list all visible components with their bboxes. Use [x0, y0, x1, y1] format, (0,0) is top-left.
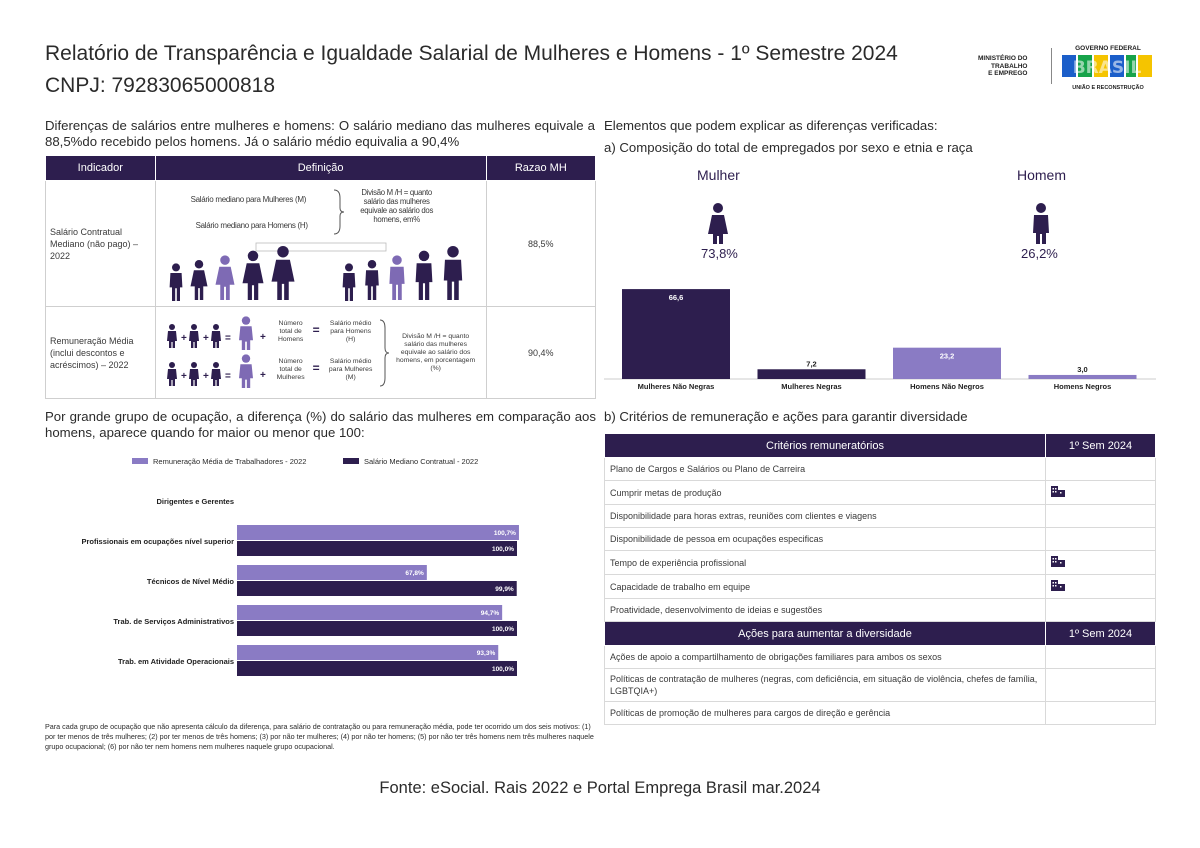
bar-label: 3,0 [1077, 364, 1088, 374]
indicator-cell: Salário Contratual Mediano (não pago) – 2022 [46, 181, 156, 307]
women-label: Mulher [697, 167, 740, 183]
brace-icon [332, 188, 346, 236]
ministry-logo [978, 55, 1027, 78]
indicator-table [45, 155, 596, 399]
bar-label: 94,7% [480, 610, 500, 617]
criteria-label: Capacidade de trabalho em equipe [605, 575, 1046, 599]
bar-label: 66,6 [668, 293, 684, 303]
criteria-table [604, 433, 1156, 725]
criteria-row [605, 458, 1156, 481]
svg-text:+: + [202, 370, 209, 382]
occupation-intro: Por grande grupo de ocupação, a diferença (%) do salário das mulheres em comparação aos homens, aparece quando for maior ou menor que 100: [45, 409, 596, 440]
actions-sem-header: 1º Sem 2024 [1046, 622, 1156, 646]
bar [237, 525, 519, 540]
salary-intro: Diferenças de salários entre mulheres e homens: O salário mediano das mulheres equivale a 88,5%do recebido pelos homens. Já o salário médio equivalia a 90,4% [45, 118, 595, 149]
bar [622, 289, 730, 379]
criteria-label: Disponibilidade para horas extras, reuniões com clientes e viagens [605, 505, 1046, 528]
svg-text:+: + [180, 332, 187, 344]
category-label: Profissionais em ocupações nível superior [81, 537, 234, 546]
svg-text:=: = [224, 332, 231, 344]
criteria-label: Políticas de promoção de mulheres para cargos de direção e gerência [605, 702, 1046, 725]
definition-cell [155, 307, 486, 399]
ratio-cell: 90,4% [486, 307, 595, 399]
criteria-label: Ações de apoio a compartilhamento de obrigações familiares para ambos os sexos [605, 646, 1046, 669]
category-label: Trab. em Atividade Operacionais [117, 657, 234, 666]
criteria-check-cell [1046, 669, 1156, 702]
col-header-ratio: Razao MH [486, 156, 595, 181]
bar [237, 541, 517, 556]
bar [237, 565, 427, 580]
bar-label: 100,7% [493, 530, 516, 537]
ratio-cell: 88,5% [486, 181, 595, 307]
criteria-row [605, 702, 1156, 725]
right-heading: Elementos que podem explicar as diferenças verificadas: [604, 118, 938, 133]
woman-icon [704, 200, 732, 244]
criteria-check-cell [1046, 646, 1156, 669]
ministry-logo-line: TRABALHO [991, 62, 1028, 70]
criteria-sem-header: 1º Sem 2024 [1046, 434, 1156, 458]
sum-people-icon [164, 316, 274, 392]
ministry-logo-line: MINISTÉRIO DO [978, 55, 1028, 62]
criteria-header: Critérios remuneratórios [605, 434, 1046, 458]
indicator-cell: Remuneração Média (inclui descontos e acréscimos) – 2022 [46, 307, 156, 399]
brace-icon [378, 318, 390, 388]
composition-bar-chart [604, 288, 1156, 394]
criteria-row [605, 669, 1156, 702]
criteria-row [605, 505, 1156, 528]
criteria-label: Disponibilidade de pessoa em ocupações especificas [605, 528, 1046, 551]
bar-label: 93,3% [476, 650, 496, 657]
criteria-label: Plano de Cargos e Salários ou Plano de Carreira [605, 458, 1046, 481]
criteria-row [605, 599, 1156, 622]
bar-label: 23,2 [939, 351, 955, 361]
men-pct: 26,2% [1021, 246, 1058, 261]
criteria-check-cell [1046, 481, 1156, 505]
bar [237, 645, 498, 660]
total-men-label: Número total de Homens [277, 319, 304, 343]
avg-men-label: Salário médio para Homens (H) [329, 319, 372, 343]
men-label: Homem [1017, 167, 1067, 183]
category-label: Homens Negros [1053, 382, 1112, 391]
category-label: Dirigentes e Gerentes [156, 497, 234, 506]
criteria-check-cell [1046, 575, 1156, 599]
def-division: Divisão M /H = quanto salário das mulheres equivale ao salário dos homens, em porcentagem (%) [396, 332, 476, 372]
total-women-label: Número total de Mulheres [276, 357, 305, 381]
bar [237, 605, 502, 620]
equals-icon: = [312, 360, 320, 375]
equals-icon: = [312, 322, 320, 337]
legend-swatch [132, 458, 148, 464]
building-icon [1051, 579, 1065, 591]
page-title: Relatório de Transparência e Igualdade Salarial de Mulheres e Homens - 1º Semestre 2024 [45, 42, 898, 65]
ministry-logo-line: E EMPREGO [988, 70, 1028, 77]
criteria-check-cell [1046, 702, 1156, 725]
legend-label: Salário Mediano Contratual - 2022 [364, 457, 479, 466]
avg-women-label: Salário médio para Mulheres (M) [328, 357, 373, 381]
bar [237, 621, 517, 636]
bar-label: 67,8% [405, 570, 424, 577]
def-women: Salário mediano para Mulheres (M) [190, 194, 307, 204]
man-icon [1027, 200, 1055, 244]
bar-label: 100,0% [491, 626, 514, 633]
criteria-label: Cumprir metas de produção [605, 481, 1046, 505]
svg-text:+: + [259, 369, 266, 381]
legend-swatch [343, 458, 359, 464]
bar-label: 7,2 [806, 359, 817, 369]
criteria-row [605, 481, 1156, 505]
svg-text:+: + [180, 370, 187, 382]
people-row-icon [156, 237, 485, 305]
composition-heading: a) Composição do total de empregados por sexo e etnia e raça [604, 140, 973, 155]
logo-divider [1051, 48, 1052, 84]
criteria-row [605, 646, 1156, 669]
category-label: Técnicos de Nível Médio [146, 577, 234, 586]
actions-header: Ações para aumentar a diversidade [605, 622, 1046, 646]
women-pct: 73,8% [701, 246, 738, 261]
bar-label: 100,0% [491, 546, 514, 553]
criteria-row [605, 528, 1156, 551]
legend-label: Remuneração Média de Trabalhadores - 2022 [153, 457, 307, 466]
svg-text:=: = [224, 370, 231, 382]
criteria-check-cell [1046, 599, 1156, 622]
criteria-check-cell [1046, 551, 1156, 575]
def-men: Salário mediano para Homens (H) [195, 220, 308, 230]
gov-logo-top: GOVERNO FEDERAL [1075, 45, 1141, 52]
cnpj: CNPJ: 79283065000818 [45, 74, 276, 97]
bar [237, 581, 517, 596]
col-header-indicator: Indicador [46, 156, 156, 181]
def-division: Divisão M /H = quanto salário das mulheres equivale ao salário dos homens, em% [360, 187, 434, 224]
bar-label: 99,9% [495, 586, 514, 593]
source-footer: Fonte: eSocial. Rais 2022 e Portal Emprega Brasil mar.2024 [379, 779, 821, 797]
criteria-label: Tempo de experiência profissional [605, 551, 1046, 575]
svg-text:BRASIL: BRASIL [1072, 58, 1142, 78]
occupation-bar-chart [45, 450, 596, 712]
bar [237, 661, 517, 676]
occupation-note: Para cada grupo de ocupação que não apresenta cálculo da diferença, para salário de contratação ou para remuneração média, pode ter ocorrido um dos seis motivos: (1) por ter menos de três mulheres; (2) por ter menos de três homens; (3) por não ter mulheres; (4) por não ter homens; (5) por não ter três homens nem três mulheres naquele grupo ocupacional; (6) por não ter nem homens nem mulheres naquele grupo ocupacional. [45, 722, 594, 751]
criteria-heading: b) Critérios de remuneração e ações para garantir diversidade [604, 409, 968, 424]
category-label: Trab. de Serviços Administrativos [113, 617, 234, 626]
criteria-label: Políticas de contratação de mulheres (negras, com deficiência, em situação de violência, chefes de família, LGBTQIA+) [605, 669, 1046, 702]
bar [1029, 375, 1137, 379]
brasil-wordmark [1060, 52, 1156, 80]
definition-cell [155, 181, 486, 307]
svg-text:+: + [259, 331, 266, 343]
building-icon [1051, 555, 1065, 567]
bar [758, 369, 866, 379]
category-label: Mulheres Não Negras [637, 382, 715, 391]
gov-logo [1060, 45, 1156, 91]
category-label: Mulheres Negras [781, 382, 842, 391]
gov-logo-bottom: UNIÃO E RECONSTRUÇÃO [1072, 85, 1144, 91]
criteria-row [605, 575, 1156, 599]
criteria-check-cell [1046, 458, 1156, 481]
col-header-definition: Definição [155, 156, 486, 181]
svg-text:+: + [202, 332, 209, 344]
criteria-check-cell [1046, 505, 1156, 528]
criteria-check-cell [1046, 528, 1156, 551]
criteria-label: Proatividade, desenvolvimento de ideias e sugestões [605, 599, 1046, 622]
bar-label: 100,0% [491, 666, 514, 673]
building-icon [1051, 485, 1065, 497]
category-label: Homens Não Negros [910, 382, 984, 391]
criteria-row [605, 551, 1156, 575]
